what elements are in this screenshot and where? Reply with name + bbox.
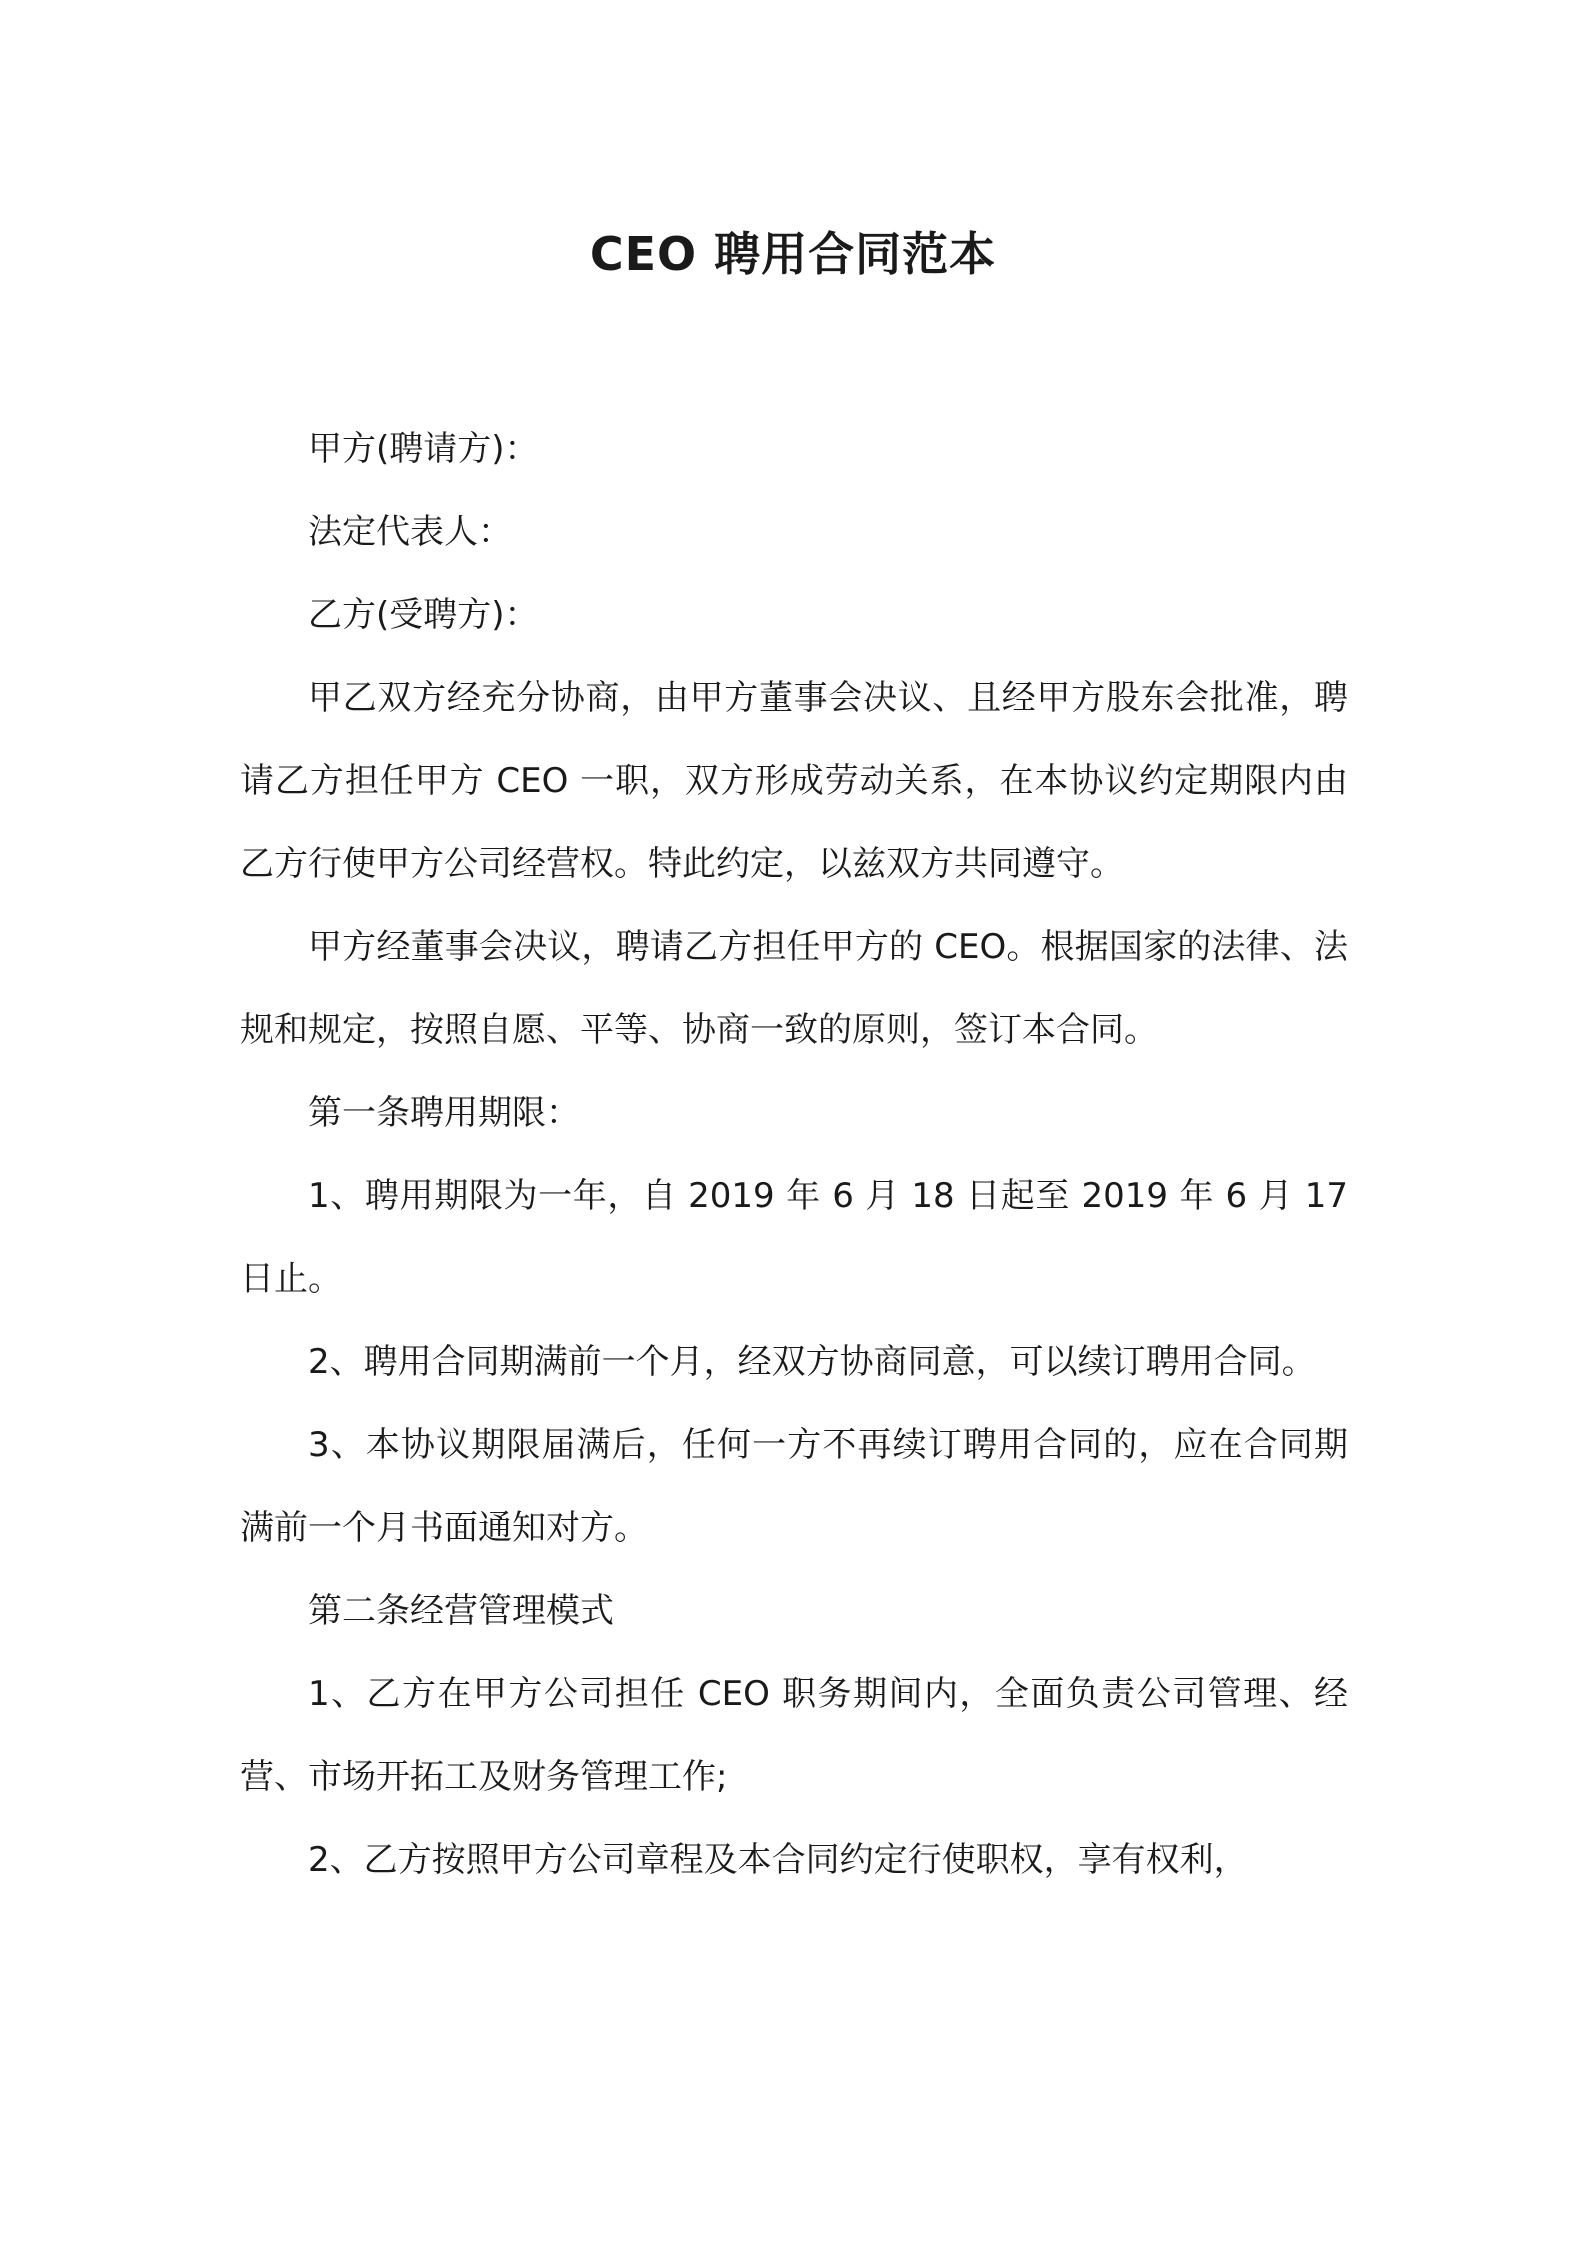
legal-representative-line: 法定代表人： — [308, 512, 512, 552]
document-title: CEO 聘用合同范本 — [589, 227, 997, 281]
party-a-line: 甲方(聘请方)： — [308, 429, 539, 469]
article-2-clause-2: 2、乙方按照甲方公司章程及本合同约定行使职权，享有权利， — [308, 1840, 1248, 1880]
article-1-clause-2: 2、聘用合同期满前一个月，经双方协商同意，可以续订聘用合同。 — [308, 1342, 1316, 1382]
article-1-heading: 第一条聘用期限： — [308, 1093, 580, 1133]
article-1-clause-1: 1、聘用期限为一年，自 2019 年 6 月 18 日起至 2019 年 6 月 17 日止。 — [240, 1176, 1348, 1299]
document-body — [240, 408, 1348, 1902]
article-2-heading: 第二条经营管理模式 — [308, 1591, 614, 1631]
article-1-clause-3: 3、本协议期限届满后，任何一方不再续订聘用合同的，应在合同期满前一个月书面通知对方。 — [240, 1425, 1348, 1548]
basis-paragraph: 甲方经董事会决议，聘请乙方担任甲方的 CEO。根据国家的法律、法规和规定，按照自愿、平等、协商一致的原则，签订本合同。 — [240, 927, 1348, 1050]
party-b-line: 乙方(受聘方)： — [308, 595, 539, 635]
article-2-clause-1: 1、乙方在甲方公司担任 CEO 职务期间内，全面负责公司管理、经营、市场开拓工及财务管理工作; — [240, 1674, 1348, 1797]
intro-paragraph: 甲乙双方经充分协商，由甲方董事会决议、且经甲方股东会批准，聘请乙方担任甲方 CEO 一职，双方形成劳动关系，在本协议约定期限内由乙方行使甲方公司经营权。特此约定，以兹双方共同遵守。 — [240, 678, 1348, 884]
